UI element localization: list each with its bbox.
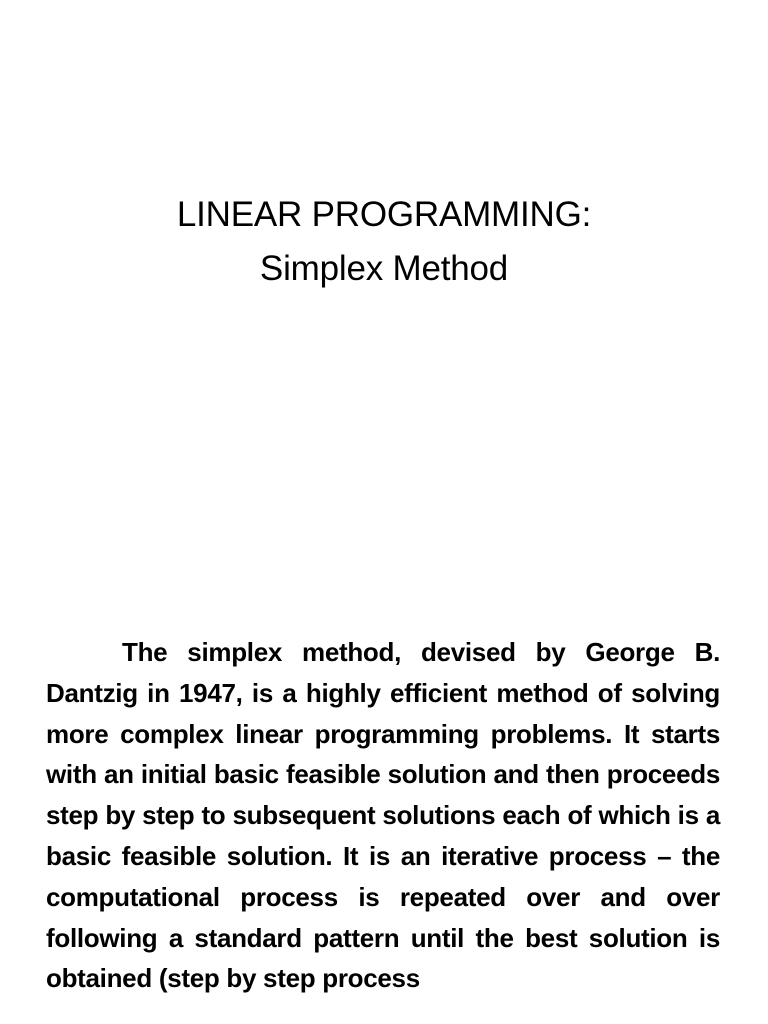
title-line-1: LINEAR PROGRAMMING: — [176, 195, 592, 234]
title-line-2: Simplex Method — [259, 249, 509, 288]
body-paragraph: The simplex method, devised by George B. Dantzig in 1947, is a highly efficient method of solving more complex linear programming problems. It starts with an initial basic feasible solution and then proceeds step by step to subsequent solutions each of which is a basic feasible solution. It is an iterative process – the computational process is repeated over and over following a standard pattern until the best solution is obtained (step by step process — [46, 637, 720, 994]
slide-title — [0, 188, 768, 296]
